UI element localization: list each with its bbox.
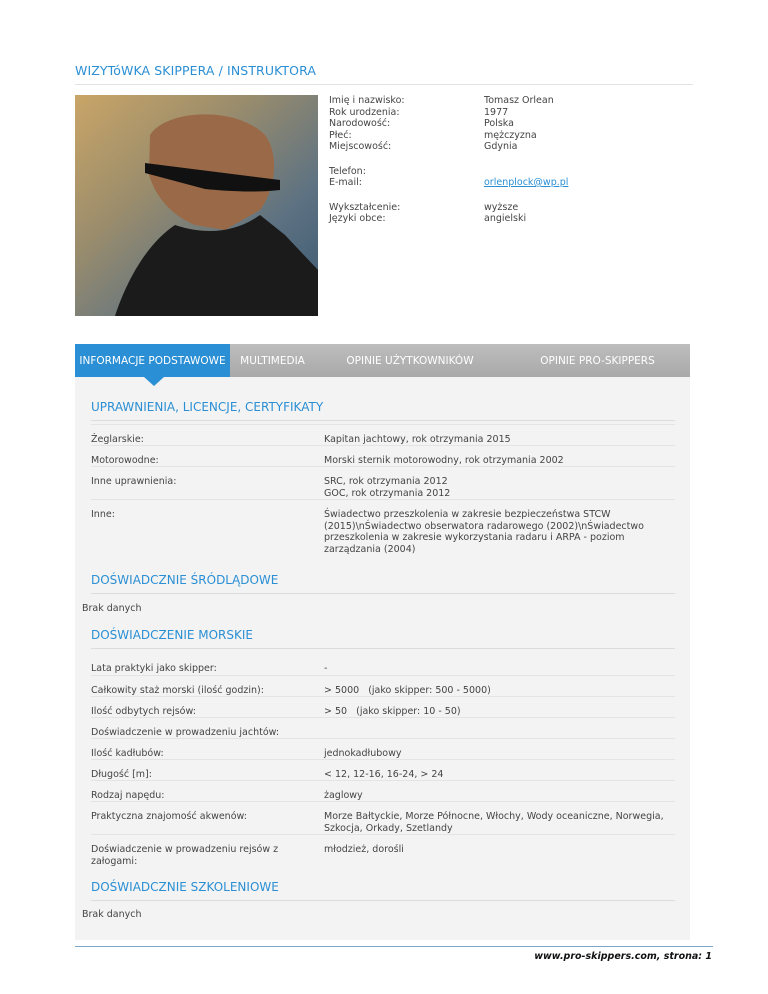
languages-label: Języki obce: <box>329 213 386 224</box>
languages-value: angielski <box>484 213 527 224</box>
birth-year-value: 1977 <box>484 106 509 118</box>
row-value-line2: GOC, rok otrzymania 2012 <box>324 487 451 499</box>
section-divider <box>91 900 675 901</box>
row-value: Świadectwo przeszkolenia w zakresie bezpieczeństwa STCW <box>324 509 611 520</box>
nationality-label: Narodowość: <box>329 118 391 129</box>
row-value: Kapitan jachtowy, rok otrzymania 2015 <box>324 434 511 445</box>
row-value: Morski sternik motorowodny, rok otrzymania 2002 <box>324 455 564 466</box>
inland-text: Brak danych <box>82 603 142 614</box>
city-value: Gdynia <box>484 141 518 152</box>
row-label: Ilość kadłubów: <box>91 748 164 759</box>
row-value: < 12, 12-16, 16-24, > 24 <box>324 769 444 780</box>
tab-user-reviews[interactable]: OPINIE UŻYTKOWNIKÓW <box>346 355 474 367</box>
page-title: WIZYTóWKA SKIPPERA / INSTRUKTORA <box>75 63 317 78</box>
content-panel <box>75 377 690 940</box>
licenses-title: UPRAWNIENIA, LICENCJE, CERTYFIKATY <box>91 400 324 414</box>
section-divider <box>91 420 675 421</box>
education-value: wyższe <box>484 201 519 213</box>
row-value: > 5000 (jako skipper: 500 - 5000) <box>324 685 491 696</box>
row-value-line3: przeszkolenia w zakresie wykorzystania radaru i ARPA - poziom <box>324 532 625 543</box>
name-value: Tomasz Orlean <box>484 95 554 106</box>
row-value: > 50 (jako skipper: 10 - 50) <box>324 706 461 717</box>
city-label: Miejscowość: <box>329 141 392 152</box>
sea-title: DOŚWIADCZENIE MORSKIE <box>91 628 253 642</box>
phone-value <box>484 166 634 178</box>
row-value: SRC, rok otrzymania 2012 <box>324 476 448 487</box>
row-value: jednokadłubowy <box>324 748 402 759</box>
section-divider <box>91 593 675 594</box>
row-label: Lata praktyki jako skipper: <box>91 663 217 674</box>
active-tab-arrow-icon <box>144 377 164 386</box>
row-value-line2: (2015)\nŚwiadectwo obserwatora radarowego (2002)\nŚwiadectwo <box>324 520 644 532</box>
profile-photo <box>75 95 318 316</box>
education-label: Wykształcenie: <box>329 201 401 213</box>
footer-divider <box>75 946 713 947</box>
row-value: żaglowy <box>324 790 363 801</box>
tab-multimedia[interactable]: MULTIMEDIA <box>240 355 305 367</box>
email-label: E-mail: <box>329 177 362 188</box>
tab-bar <box>75 344 690 377</box>
tab-basic-info[interactable]: INFORMACJE PODSTAWOWE <box>75 344 230 377</box>
birth-year-label: Rok urodzenia: <box>329 106 400 118</box>
training-title: DOŚWIADCZNIE SZKOLENIOWE <box>91 880 279 894</box>
name-label: Imię i nazwisko: <box>329 95 405 106</box>
row-value-line4: zarządzania (2004) <box>324 543 416 555</box>
gender-value: mężczyzna <box>484 129 537 141</box>
footer-text: www.pro-skippers.com, strona: 1 <box>534 951 712 962</box>
row-label-line2: załogami: <box>91 855 138 867</box>
row-label: Doświadczenie w prowadzeniu rejsów z <box>91 844 279 855</box>
title-divider <box>75 84 693 85</box>
row-label: Inne uprawnienia: <box>91 476 177 487</box>
inland-title: DOŚWIADCZNIE ŚRÓDLĄDOWE <box>91 573 279 587</box>
row-label: Rodzaj napędu: <box>91 790 165 801</box>
tab-pro-skippers-reviews[interactable]: OPINIE PRO-SKIPPERS <box>540 355 655 367</box>
row-label: Doświadczenie w prowadzeniu jachtów: <box>91 727 280 738</box>
row-label: Ilość odbytych rejsów: <box>91 706 196 717</box>
row-value-line2: Szkocja, Orkady, Szetlandy <box>324 822 453 834</box>
phone-label: Telefon: <box>329 165 366 177</box>
row-label: Całkowity staż morski (ilość godzin): <box>91 685 264 696</box>
row-value: Morze Bałtyckie, Morze Północne, Włochy, Wody oceaniczne, Norwegia, <box>324 811 664 822</box>
row-value: - <box>324 663 328 674</box>
row-label: Praktyczna znajomość akwenów: <box>91 811 247 822</box>
email-link[interactable]: orlenplock@wp.pl <box>484 177 569 188</box>
profile-details <box>329 95 634 225</box>
section-divider <box>91 648 675 649</box>
row-label: Motorowodne: <box>91 455 159 466</box>
gender-label: Płeć: <box>329 129 352 141</box>
row-label: Żeglarskie: <box>91 434 144 445</box>
row-label: Inne: <box>91 509 115 520</box>
training-text: Brak danych <box>82 909 142 920</box>
row-label: Długość [m]: <box>91 769 152 780</box>
sea-row <box>91 834 675 878</box>
license-row <box>91 499 675 567</box>
row-value: młodzież, dorośli <box>324 844 404 855</box>
nationality-value: Polska <box>484 118 514 129</box>
